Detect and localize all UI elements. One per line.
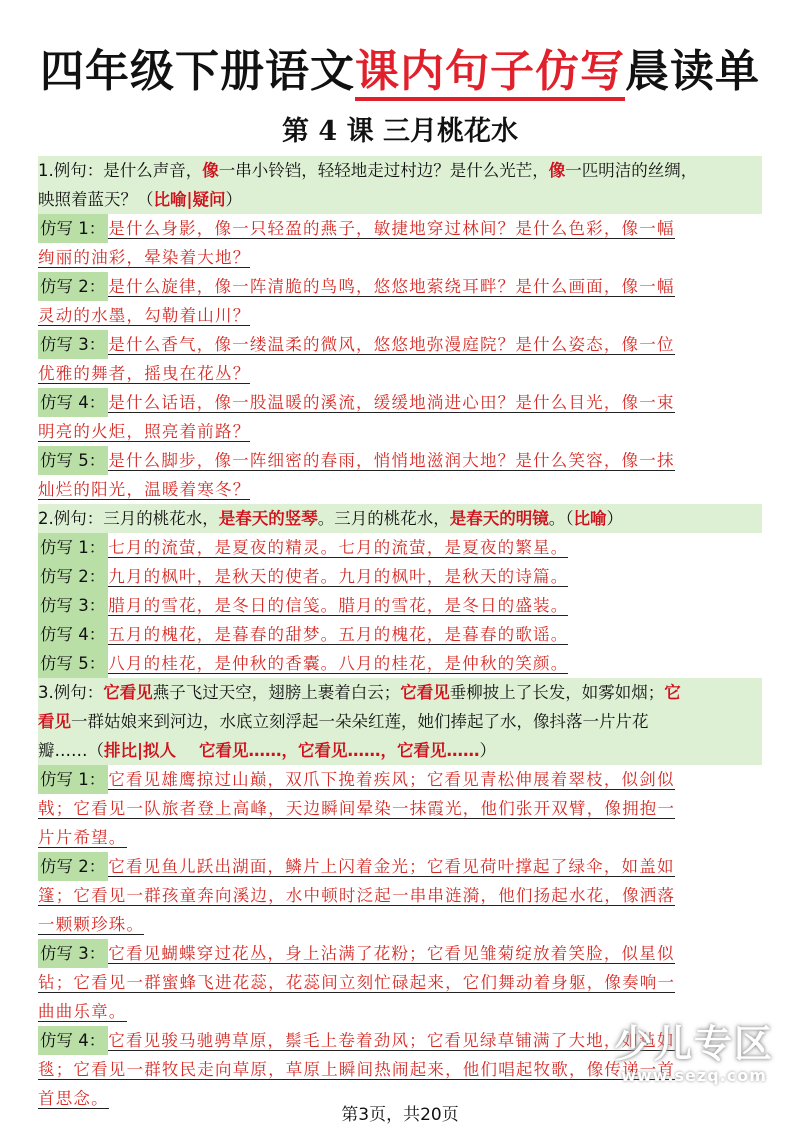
copy-label: 仿写 5：: [38, 649, 108, 678]
copy-1-5-line-1: 仿写 5： 是什么脚步，像一阵细密的春雨，悄悄地滋润大地？是什么笑容，像一抹: [38, 446, 762, 475]
copy-1-1-line-2: 绚丽的油彩，晕染着大地？: [38, 248, 251, 267]
copy-3-3-line-3: 曲曲乐章。: [38, 1002, 127, 1021]
copy-3-4-line-3: 首思念。: [38, 1089, 109, 1108]
copy-1-3-line-2: 优雅的舞者，摇曳在花丛？: [38, 364, 251, 383]
example-3-line-2: 看见一群姑娘来到河边，水底立刻浮起一朵朵红莲，她们捧起了水，像抖落一片片花: [38, 707, 762, 736]
copy-label: 仿写 4：: [38, 620, 108, 649]
copy-3-1-line-1: 仿写 1： 它看见雄鹰掠过山巅，双爪下挽着疾风；它看见青松伸展着翠枝，似剑似: [38, 765, 762, 794]
copy-3-1-line-3: 片片希望。: [38, 828, 127, 847]
copy-label: 仿写 2：: [38, 272, 108, 301]
copy-label: 仿写 2：: [38, 852, 108, 881]
copy-3-3-line-2: 钻；它看见一群蜜蜂飞进花蕊，花蕊间立刻忙碌起来，它们舞动着身躯，像奏响一: [38, 973, 676, 992]
example-3-line-3: 瓣……（排比|拟人 它看见……，它看见……，它看见……）: [38, 736, 762, 765]
copy-2-5: 仿写 5： 八月的桂花，是仲秋的香囊。八月的桂花，是仲秋的笑颜。: [38, 649, 762, 678]
example-2: 2.例句：三月的桃花水，是春天的竖琴。三月的桃花水，是春天的明镜。（比喻）: [38, 504, 762, 533]
lesson-title: 第 4 课 三月桃花水: [282, 116, 518, 147]
copy-label: 仿写 2：: [38, 562, 108, 591]
copy-3-4-line-2: 毯；它看见一群牧民走向草原，草原上瞬间热闹起来，他们唱起牧歌，像传递一首: [38, 1060, 676, 1079]
page-number: 第3页，共20页: [341, 1105, 459, 1125]
example-1-line-2: 映照着蓝天？（比喻|疑问）: [38, 185, 762, 214]
worksheet-content: [38, 156, 762, 1113]
copy-2-1: 仿写 1： 七月的流萤，是夏夜的精灵。七月的流萤，是夏夜的繁星。: [38, 533, 762, 562]
copy-3-2-line-3: 一颗颗珍珠。: [38, 915, 145, 934]
title-highlight: 课内句子仿写: [355, 46, 625, 101]
copy-label: 仿写 5：: [38, 446, 108, 475]
copy-2-3: 仿写 3： 腊月的雪花，是冬日的信笺。腊月的雪花，是冬日的盛装。: [38, 591, 762, 620]
copy-1-4-line-1: 仿写 4： 是什么话语，像一股温暖的溪流，缓缓地淌进心田？是什么目光，像一束: [38, 388, 762, 417]
watermark-logo: 少儿专区 www.sezq.com: [613, 1022, 774, 1085]
copy-3-2-line-1: 仿写 2： 它看见鱼儿跃出湖面，鳞片上闪着金光；它看见荷叶撑起了绿伞，如盖如: [38, 852, 762, 881]
copy-1-2-line-2: 灵动的水墨，勾勒着山川？: [38, 306, 251, 325]
copy-1-5-line-2: 灿烂的阳光，温暖着寒冬？: [38, 480, 251, 499]
copy-2-2: 仿写 2： 九月的枫叶，是秋天的使者。九月的枫叶，是秋天的诗篇。: [38, 562, 762, 591]
copy-1-4-line-2: 明亮的火炬，照亮着前路？: [38, 422, 251, 441]
copy-label: 仿写 3：: [38, 591, 108, 620]
copy-3-1-line-2: 戟；它看见一队旅者登上高峰，天边瞬间晕染一抹霞光，他们张开双臂，像拥抱一: [38, 799, 676, 818]
copy-label: 仿写 1：: [38, 765, 108, 794]
page-title: 四年级下册语文课内句子仿写晨读单: [0, 42, 800, 102]
copy-label: 仿写 1：: [38, 214, 108, 243]
copy-label: 仿写 1：: [38, 533, 108, 562]
copy-3-3-line-1: 仿写 3： 它看见蝴蝶穿过花丛，身上沾满了花粉；它看见雏菊绽放着笑脸，似星似: [38, 939, 762, 968]
copy-label: 仿写 3：: [38, 330, 108, 359]
copy-label: 仿写 3：: [38, 939, 108, 968]
copy-1-2-line-1: 仿写 2： 是什么旋律，像一阵清脆的鸟鸣，悠悠地萦绕耳畔？是什么画面，像一幅: [38, 272, 762, 301]
copy-label: 仿写 4：: [38, 1026, 108, 1055]
example-3-line-1: 3.例句：它看见燕子飞过天空，翅膀上裹着白云；它看见垂柳披上了长发，如雾如烟；它: [38, 678, 762, 707]
copy-1-3-line-1: 仿写 3： 是什么香气，像一缕温柔的微风，悠悠地弥漫庭院？是什么姿态，像一位: [38, 330, 762, 359]
copy-1-1-line-1: 仿写 1： 是什么身影，像一只轻盈的燕子，敏捷地穿过林间？是什么色彩，像一幅: [38, 214, 762, 243]
copy-label: 仿写 4：: [38, 388, 108, 417]
example-1-line-1: 1.例句：是什么声音，像一串小铃铛，轻轻地走过村边？是什么光芒，像一匹明洁的丝绸，: [38, 156, 762, 185]
copy-3-4-line-1: 仿写 4： 它看见骏马驰骋草原，鬃毛上卷着劲风；它看见绿草铺满了大地，如毡如: [38, 1026, 762, 1055]
copy-3-2-line-2: 篷；它看见一群孩童奔向溪边，水中顿时泛起一串串涟漪，他们扬起水花，像洒落: [38, 886, 676, 905]
copy-2-4: 仿写 4： 五月的槐花，是暮春的甜梦。五月的槐花，是暮春的歌谣。: [38, 620, 762, 649]
